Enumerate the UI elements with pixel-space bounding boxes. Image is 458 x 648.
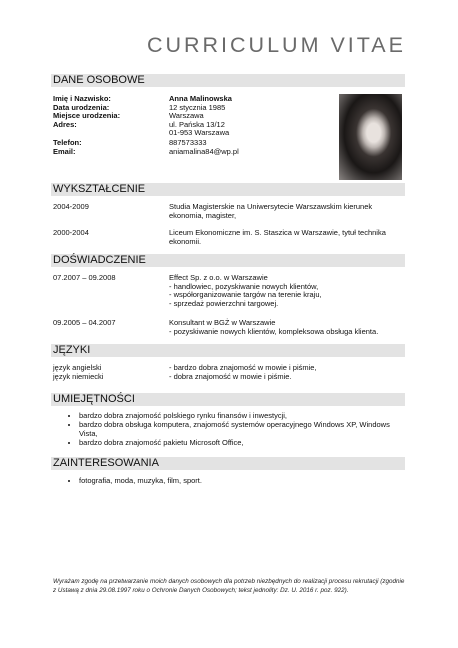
list-item: • bardzo dobra znajomość pakietu Microsoft Office, — [79, 438, 405, 447]
language-level: - bardzo dobra znajomość w mowie i piśmie, — [169, 363, 317, 372]
experience-line: - handlowiec, pozyskiwanie nowych klientów, — [169, 281, 319, 291]
section-heading-languages: JĘZYKI — [51, 344, 405, 357]
field-value: Anna Malinowska — [169, 94, 232, 103]
field-value: Warszawa — [169, 111, 204, 120]
experience-line: - sprzedaż powierzchni targowej. — [169, 298, 279, 308]
list-item: • fotografia, moda, muzyka, film, sport. — [79, 476, 405, 485]
field-value: 12 stycznia 1985 — [169, 102, 226, 112]
experience-line: - współorganizowanie targów na terenie kraju, — [169, 290, 322, 299]
experience-period: 09.2005 – 04.2007 — [53, 318, 116, 327]
field-value: 01-953 Warszawa — [169, 128, 230, 137]
education-line: ekonomii. — [169, 236, 202, 246]
section-heading-experience: DOŚWIADCZENIE — [51, 254, 405, 267]
field-label: Miejsce urodzenia: — [53, 111, 121, 120]
education-line: Liceum Ekonomiczne im. S. Staszica w Warszawie, tytuł technika — [169, 228, 386, 237]
interests-list — [53, 476, 405, 485]
page-title: CURRICULUM VITAE — [146, 33, 406, 57]
field-value: ul. Pańska 13/12 — [169, 119, 225, 129]
field-label: Email: — [53, 146, 76, 156]
field-value: 887573333 — [169, 138, 207, 147]
profile-photo — [339, 94, 402, 180]
language-level: - dobra znajomość w mowie i piśmie. — [169, 371, 292, 381]
language-name: język niemiecki — [53, 371, 104, 381]
experience-line: - pozyskiwanie nowych klientów, kompleksowa obsługa klienta. — [169, 326, 379, 336]
field-label: Telefon: — [53, 138, 82, 147]
list-item: • bardzo dobra znajomość polskiego rynku finansów i inwestycji, — [79, 411, 405, 420]
experience-line: Konsultant w BGŻ w Warszawie — [169, 318, 276, 327]
education-period: 2004-2009 — [53, 202, 89, 211]
section-heading-personal: DANE OSOBOWE — [51, 74, 405, 87]
section-heading-education: WYKSZTAŁCENIE — [51, 183, 405, 196]
field-label: Data urodzenia: — [53, 102, 110, 112]
skills-list — [53, 411, 405, 447]
section-heading-interests: ZAINTERESOWANIA — [51, 457, 405, 470]
field-label: Adres: — [53, 119, 77, 129]
section-heading-skills: UMIEJĘTNOŚCI — [51, 393, 405, 406]
field-value: aniamalina84@wp.pl — [169, 146, 239, 156]
experience-line: Effect Sp. z o.o. w Warszawie — [169, 273, 268, 282]
field-label: Imię i Nazwisko: — [53, 94, 111, 103]
education-period: 2000-2004 — [53, 228, 89, 237]
list-item: • bardzo dobra obsługa komputera, znajomość systemów operacyjnego Windows XP, Windows Vista, — [79, 420, 405, 438]
education-line: ekonomia, magister, — [169, 210, 237, 220]
consent-clause: Wyrażam zgodę na przetwarzanie moich danych osobowych dla potrzeb niezbędnych do realizacji procesu rekrutacji (zgodnie z Ustawą z dnia 29.08.1997 roku o Ochronie Danych Osobowych; tekst jednolity: Dz. U. 2016 r. poz. 922). — [53, 578, 405, 594]
language-name: język angielski — [53, 363, 102, 372]
experience-period: 07.2007 – 09.2008 — [53, 273, 116, 282]
education-line: Studia Magisterskie na Uniwersytecie Warszawskim kierunek — [169, 202, 373, 211]
